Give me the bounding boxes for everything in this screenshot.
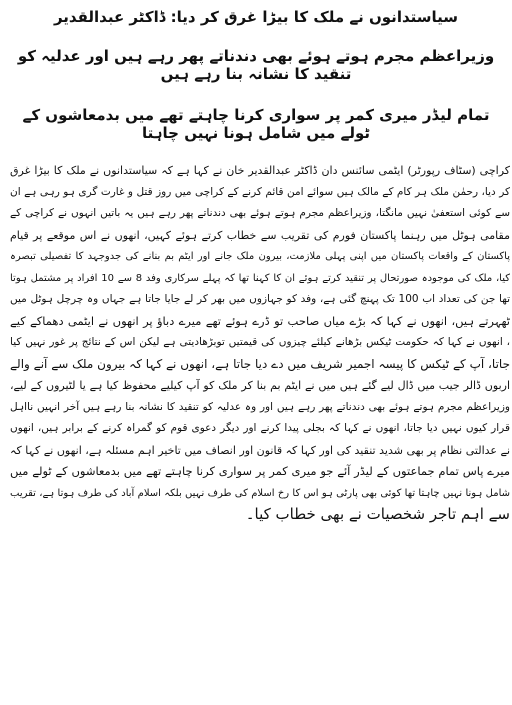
article-body [10, 160, 510, 526]
body-line: اربوں ڈالر جیب میں ڈال لیے گئے ہیں میں نے ایٹم بم بنا کر ملک کو آپ کیلیے محفوظ کیا ہے یا لٹیروں کے لیے، [10, 379, 510, 392]
body-line: تھا جن کی تعداد اب 100 تک پہنچ گئی ہے، وفد کو جہازوں میں بھر کر لے جایا جاتا ہے جہاں وہ چرچل ہوٹل میں [10, 293, 510, 305]
body-line: شامل ہونا نہیں چاہتا تھا کوئی بھی پارٹی ہو اس کا رخ اسلام کی طرف نہیں بلکہ اسلام آباد کی طرف ہوتا ہے، تقریب [10, 487, 510, 499]
body-line: ٹھہرتے ہیں، انھوں نے کہا کہ بڑے میاں صاحب تو ڈرے ہوئے تھے میرے دباؤ پر انھوں نے ایٹمی دھماکے کیے [10, 313, 510, 328]
body-line: کیا، ملک کی موجودہ صورتحال پر تنقید کرتے ہوئے ان کا کہنا تھا کہ پہلے سرکاری وفد 8 سے 10 افراد پر مشتمل ہوتا [10, 272, 510, 284]
body-line: میرے پاس تمام جماعتوں کے لیڈر آئے جو میری کمر پر سواری کرنا چاہتے تھے میں بدمعاشوں کے ٹولے میں [10, 464, 510, 478]
body-line: سے کوئی استعفیٰ نہیں مانگتا، وزیراعظم مجرم ہوتے ہوئے بھی دندناتے پھر رہے ہیں یہ باتیں انہوں نے کراچی کے [10, 207, 510, 219]
body-line: وزیراعظم مجرم ہوتے ہوئے بھی دندناتے پھر رہے ہیں اور وہ عدلیہ کو تنقید کا نشانہ بنا رہے ہیں آخر انہیں نااہل [10, 400, 510, 413]
body-line: کر دیا، رحمٰن ملک ہر کام کے مالک ہیں سوائے امن قائم کرنے کے کراچی میں روز قتل و غارت گری ہو رہی ہے ان [10, 185, 510, 198]
body-line: مقامی ہوٹل میں رہنما پاکستان فورم کی تقریب سے خطاب کرتے ہوئے کہیں، انھوں نے اس موقعے پر قیام [10, 228, 510, 242]
body-line: نے عدالتی نظام پر بھی شدید تنقید کی اور کہا کہ قانون اور انصاف میں تاخیر اہم مسئلہ ہے، انھوں نے کہا کہ [10, 443, 510, 457]
body-line: ، انھوں نے کہا کہ حکومت ٹیکس بڑھانے کیلئے چیزوں کی قیمتیں توبڑھادیتی ہے لیکن اس کے نتائج پر غور نہیں کیا [10, 336, 510, 348]
headline-main: سیاستدانوں نے ملک کا بیڑا غرق کر دیا: ڈاکٹر عبدالقدیر [53, 8, 459, 26]
body-line: کراچی (سٹاف رپورٹر) ایٹمی سائنس دان ڈاکٹر عبدالقدیر خان نے کہا ہے کہ سیاستدانوں نے ملک کا بیڑا غرق [10, 164, 510, 177]
body-line: قرار کیوں نہیں دیا جاتا، انھوں نے کہا کہ بجلی پیدا کرنے اور دیگر دعوی قوم کو گمراہ کرنے کے برابر ہیں، انھوں [10, 422, 510, 434]
body-line: جاتا، آپ کے ٹیکس کا پیسہ اجمیر شریف میں دے دیا جاتا ہے، انھوں نے کہا کہ بیرون ملک سے آنے والے [10, 356, 510, 371]
body-line: پاکستان کے واقعات پاکستان میں اپنی پہلی ملازمت، بیرون ملک جانے اور ایٹم بم بنانے کی جدوجہد کا تفصیلی تبصرہ [10, 251, 510, 262]
body-line: سے اہم تاجر شخصیات نے بھی خطاب کیا۔ [245, 505, 510, 523]
headline-sub-1: وزیراعظم مجرم ہوتے ہوئے بھی دندناتے پھر رہے ہیں اور عدلیہ کو تنقید کا نشانہ بنا رہے ہیں [17, 47, 495, 83]
headline-sub-2: تمام لیڈر میری کمر پر سواری کرنا چاہتے تھے میں بدمعاشوں کے ٹولے میں شامل ہونا نہیں چاہتا [22, 106, 490, 142]
